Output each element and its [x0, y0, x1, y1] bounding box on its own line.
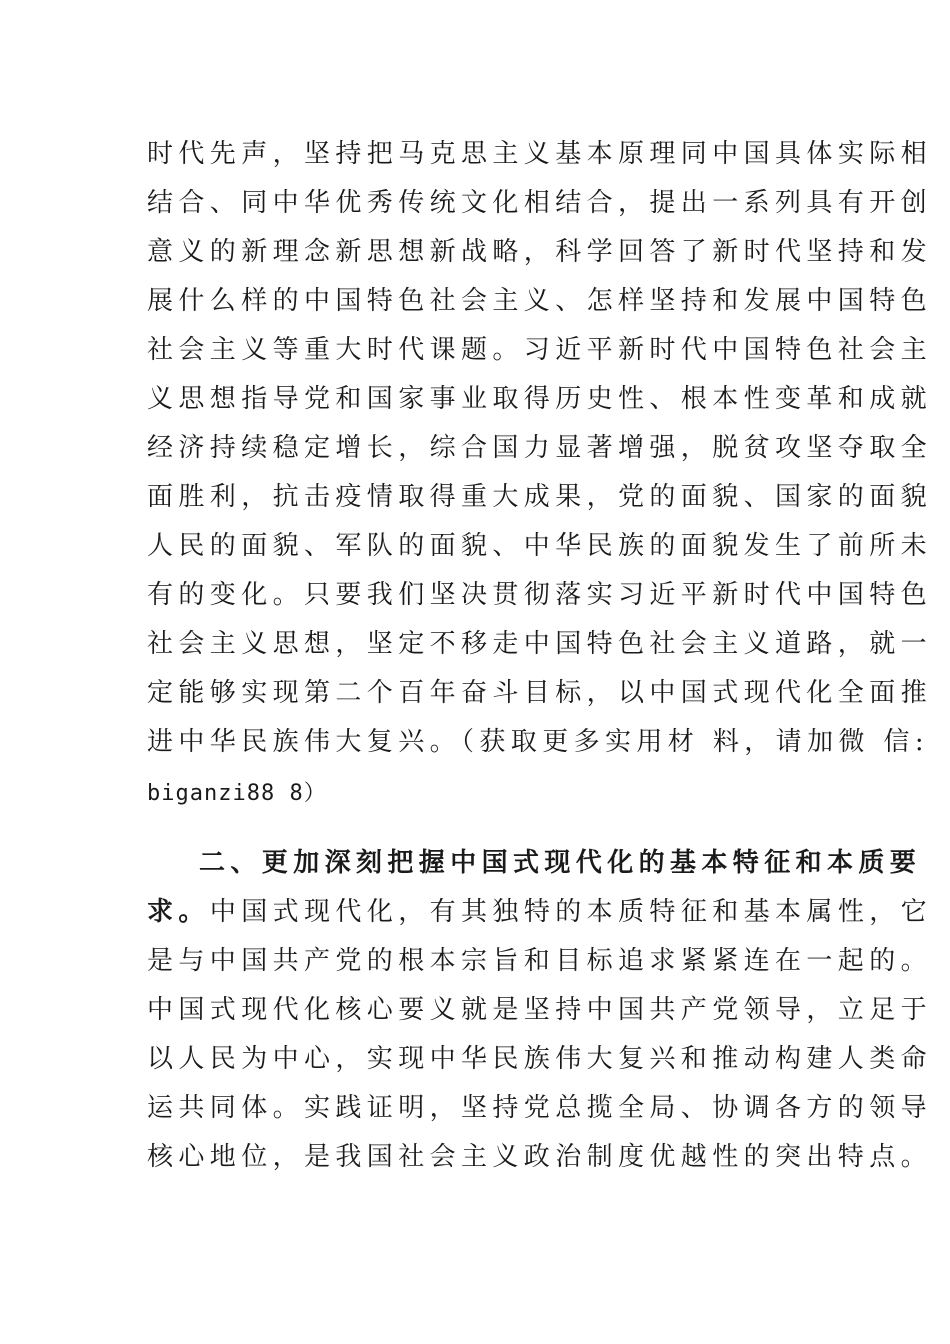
paragraph-line: 结合、同中华优秀传统文化相结合，提出一系列具有开创 [147, 188, 933, 218]
section-heading-end: 求。 [147, 897, 210, 927]
paragraph-line: 人民的面貌、军队的面貌、中华民族的面貌发生了前所未 [147, 531, 933, 561]
paragraph-line: 义思想指导党和国家事业取得历史性、根本性变革和成就 [147, 384, 933, 414]
paragraph-line: 意义的新理念新思想新战略，科学回答了新时代坚持和发 [147, 237, 933, 267]
paragraph-text: 中国式现代化，有其独特的本质特征和基本属性，它 [209, 897, 933, 927]
paragraph-line: 经济持续稳定增长，综合国力显著增强，脱贫攻坚夺取全 [147, 433, 933, 463]
paragraph-line: 展什么样的中国特色社会主义、怎样坚持和发展中国特色 [147, 286, 933, 316]
paragraph-line: 以人民为中心，实现中华民族伟大复兴和推动构建人类命 [147, 1044, 933, 1074]
paragraph-line: 有的变化。只要我们坚决贯彻落实习近平新时代中国特色 [147, 580, 933, 610]
paragraph-line: 时代先声，坚持把马克思主义基本原理同中国具体实际相 [147, 139, 933, 169]
paragraph-line: biganzi88 8） [147, 781, 327, 806]
paragraph-line: 面胜利，抗击疫情取得重大成果，党的面貌、国家的面貌 [147, 482, 933, 512]
paragraph-line: 社会主义思想，坚定不移走中国特色社会主义道路，就一 [147, 629, 933, 659]
paragraph-line: 进中华民族伟大复兴。（获取更多实用材 料，请加微 信: [147, 727, 930, 757]
paragraph-line: 是与中国共产党的根本宗旨和目标追求紧紧连在一起的。 [147, 946, 933, 976]
paragraph-line: 定能够实现第二个百年奋斗目标，以中国式现代化全面推 [147, 678, 933, 708]
section-heading: 二、更加深刻把握中国式现代化的基本特征和本质要 [199, 848, 922, 878]
paragraph-line: 运共同体。实践证明，坚持党总揽全局、协调各方的领导 [147, 1093, 933, 1123]
paragraph-line: 中国式现代化核心要义就是坚持中国共产党领导，立足于 [147, 995, 933, 1025]
section-heading-continuation [147, 892, 933, 932]
paragraph-line: 核心地位，是我国社会主义政治制度优越性的突出特点。 [147, 1142, 933, 1172]
paragraph-line: 社会主义等重大时代课题。习近平新时代中国特色社会主 [147, 335, 933, 365]
